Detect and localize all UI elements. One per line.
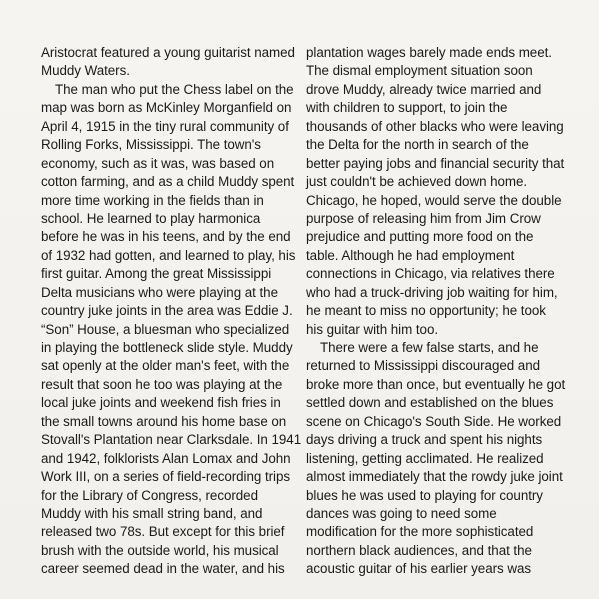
text-line: broke more than once, but eventually he got (306, 376, 566, 392)
text-line: drove Muddy, already twice married and (306, 81, 542, 97)
text-line: cotton farming, and as a child Muddy spent (41, 174, 295, 190)
text-line: first guitar. Among the great Mississippi (41, 266, 272, 282)
text-line: Rolling Forks, Mississippi. The town's (41, 137, 261, 153)
text-line: the Delta for the north in search of the (306, 137, 529, 153)
text-line: sat openly at the older man's feet, with the (41, 358, 290, 374)
text-line: acoustic guitar of his earlier years was (306, 561, 531, 577)
text-line: more time working in the fields than in (41, 192, 264, 208)
text-line: The dismal employment situation soon (306, 63, 533, 79)
text-line: local juke joints and weekend fish fries in (41, 395, 281, 411)
text-line: Aristocrat featured a young guitarist named (41, 45, 295, 60)
text-line: Muddy Waters. (41, 63, 130, 79)
text-line: released two 78s. But except for this brief (41, 524, 285, 540)
text-line: There were a few false starts, and he (320, 340, 539, 355)
text-line: purpose of releasing him from Jim Crow (306, 210, 541, 226)
text-line: northern black audiences, and that the (306, 542, 532, 558)
text-line: Muddy with his small string band, and (41, 505, 263, 521)
text-line: April 4, 1915 in the tiny rural community of (41, 118, 289, 134)
text-line: economy, such as it was, was based on (41, 155, 275, 171)
text-line: thousands of other blacks who were leaving (306, 118, 564, 134)
text-line: career seemed dead in the water, and his (41, 561, 285, 577)
text-line: before he was in his teens, and by the end (41, 229, 291, 245)
text-line: Chicago, he hoped, would serve the double (306, 192, 562, 208)
text-line: in playing the bottleneck slide style. Muddy (41, 340, 293, 355)
text-line: scene on Chicago's South Side. He worked (306, 413, 562, 429)
text-line: country juke joints in the area was Eddie J. (41, 303, 293, 319)
text-line: for the Library of Congress, recorded (41, 487, 258, 503)
text-line: his guitar with him too. (306, 321, 439, 337)
text-line: plantation wages barely made ends meet. (306, 45, 552, 60)
text-line: prejudice and putting more food on the (306, 229, 534, 245)
text-line: Work III, on a series of field-recording trips (41, 469, 290, 485)
text-line: modification for the more sophisticated (306, 524, 534, 540)
right-text-column (306, 44, 566, 579)
text-line: school. He learned to play harmonica (41, 210, 261, 226)
text-line: better paying jobs and financial security that (306, 155, 565, 171)
text-line: he meant to miss no opportunity; he took (306, 303, 546, 319)
left-text-column (41, 44, 302, 579)
text-line: days driving a truck and spent his nights (306, 432, 543, 448)
text-line: table. Although he had employment (306, 247, 515, 263)
text-line: with children to support, to join the (306, 100, 508, 116)
text-line: and 1942, folklorists Alan Lomax and John (41, 450, 291, 466)
text-line: “Son” House, a bluesman who specialized (41, 321, 290, 337)
text-line: dances was going to need some (306, 505, 497, 521)
text-line: almost immediately that the rowdy juke joint (306, 469, 563, 485)
text-line: brush with the outside world, his musical (41, 542, 279, 558)
text-line: the small towns around his home base on (41, 413, 287, 429)
text-line: just couldn't be achieved down home. (306, 174, 528, 190)
text-line: blues he was used to playing for country (306, 487, 543, 503)
text-line: of 1932 had gotten, and learned to play, his (41, 247, 296, 263)
text-line: who had a truck-driving job waiting for him, (306, 284, 558, 300)
text-line: map was born as McKinley Morganfield on (41, 100, 292, 116)
text-line: Delta musicians who were playing at the (41, 284, 278, 300)
text-line: returned to Mississippi discouraged and (306, 358, 541, 374)
text-line: result that soon he too was playing at the (41, 376, 283, 392)
text-line: The man who put the Chess label on the (55, 81, 294, 97)
text-line: connections in Chicago, via relatives there (306, 266, 555, 282)
text-line: listening, getting acclimated. He realized (306, 450, 544, 466)
text-line: settled down and established on the blues (306, 395, 554, 411)
text-line: Stovall's Plantation near Clarksdale. In 1941 (41, 432, 302, 448)
